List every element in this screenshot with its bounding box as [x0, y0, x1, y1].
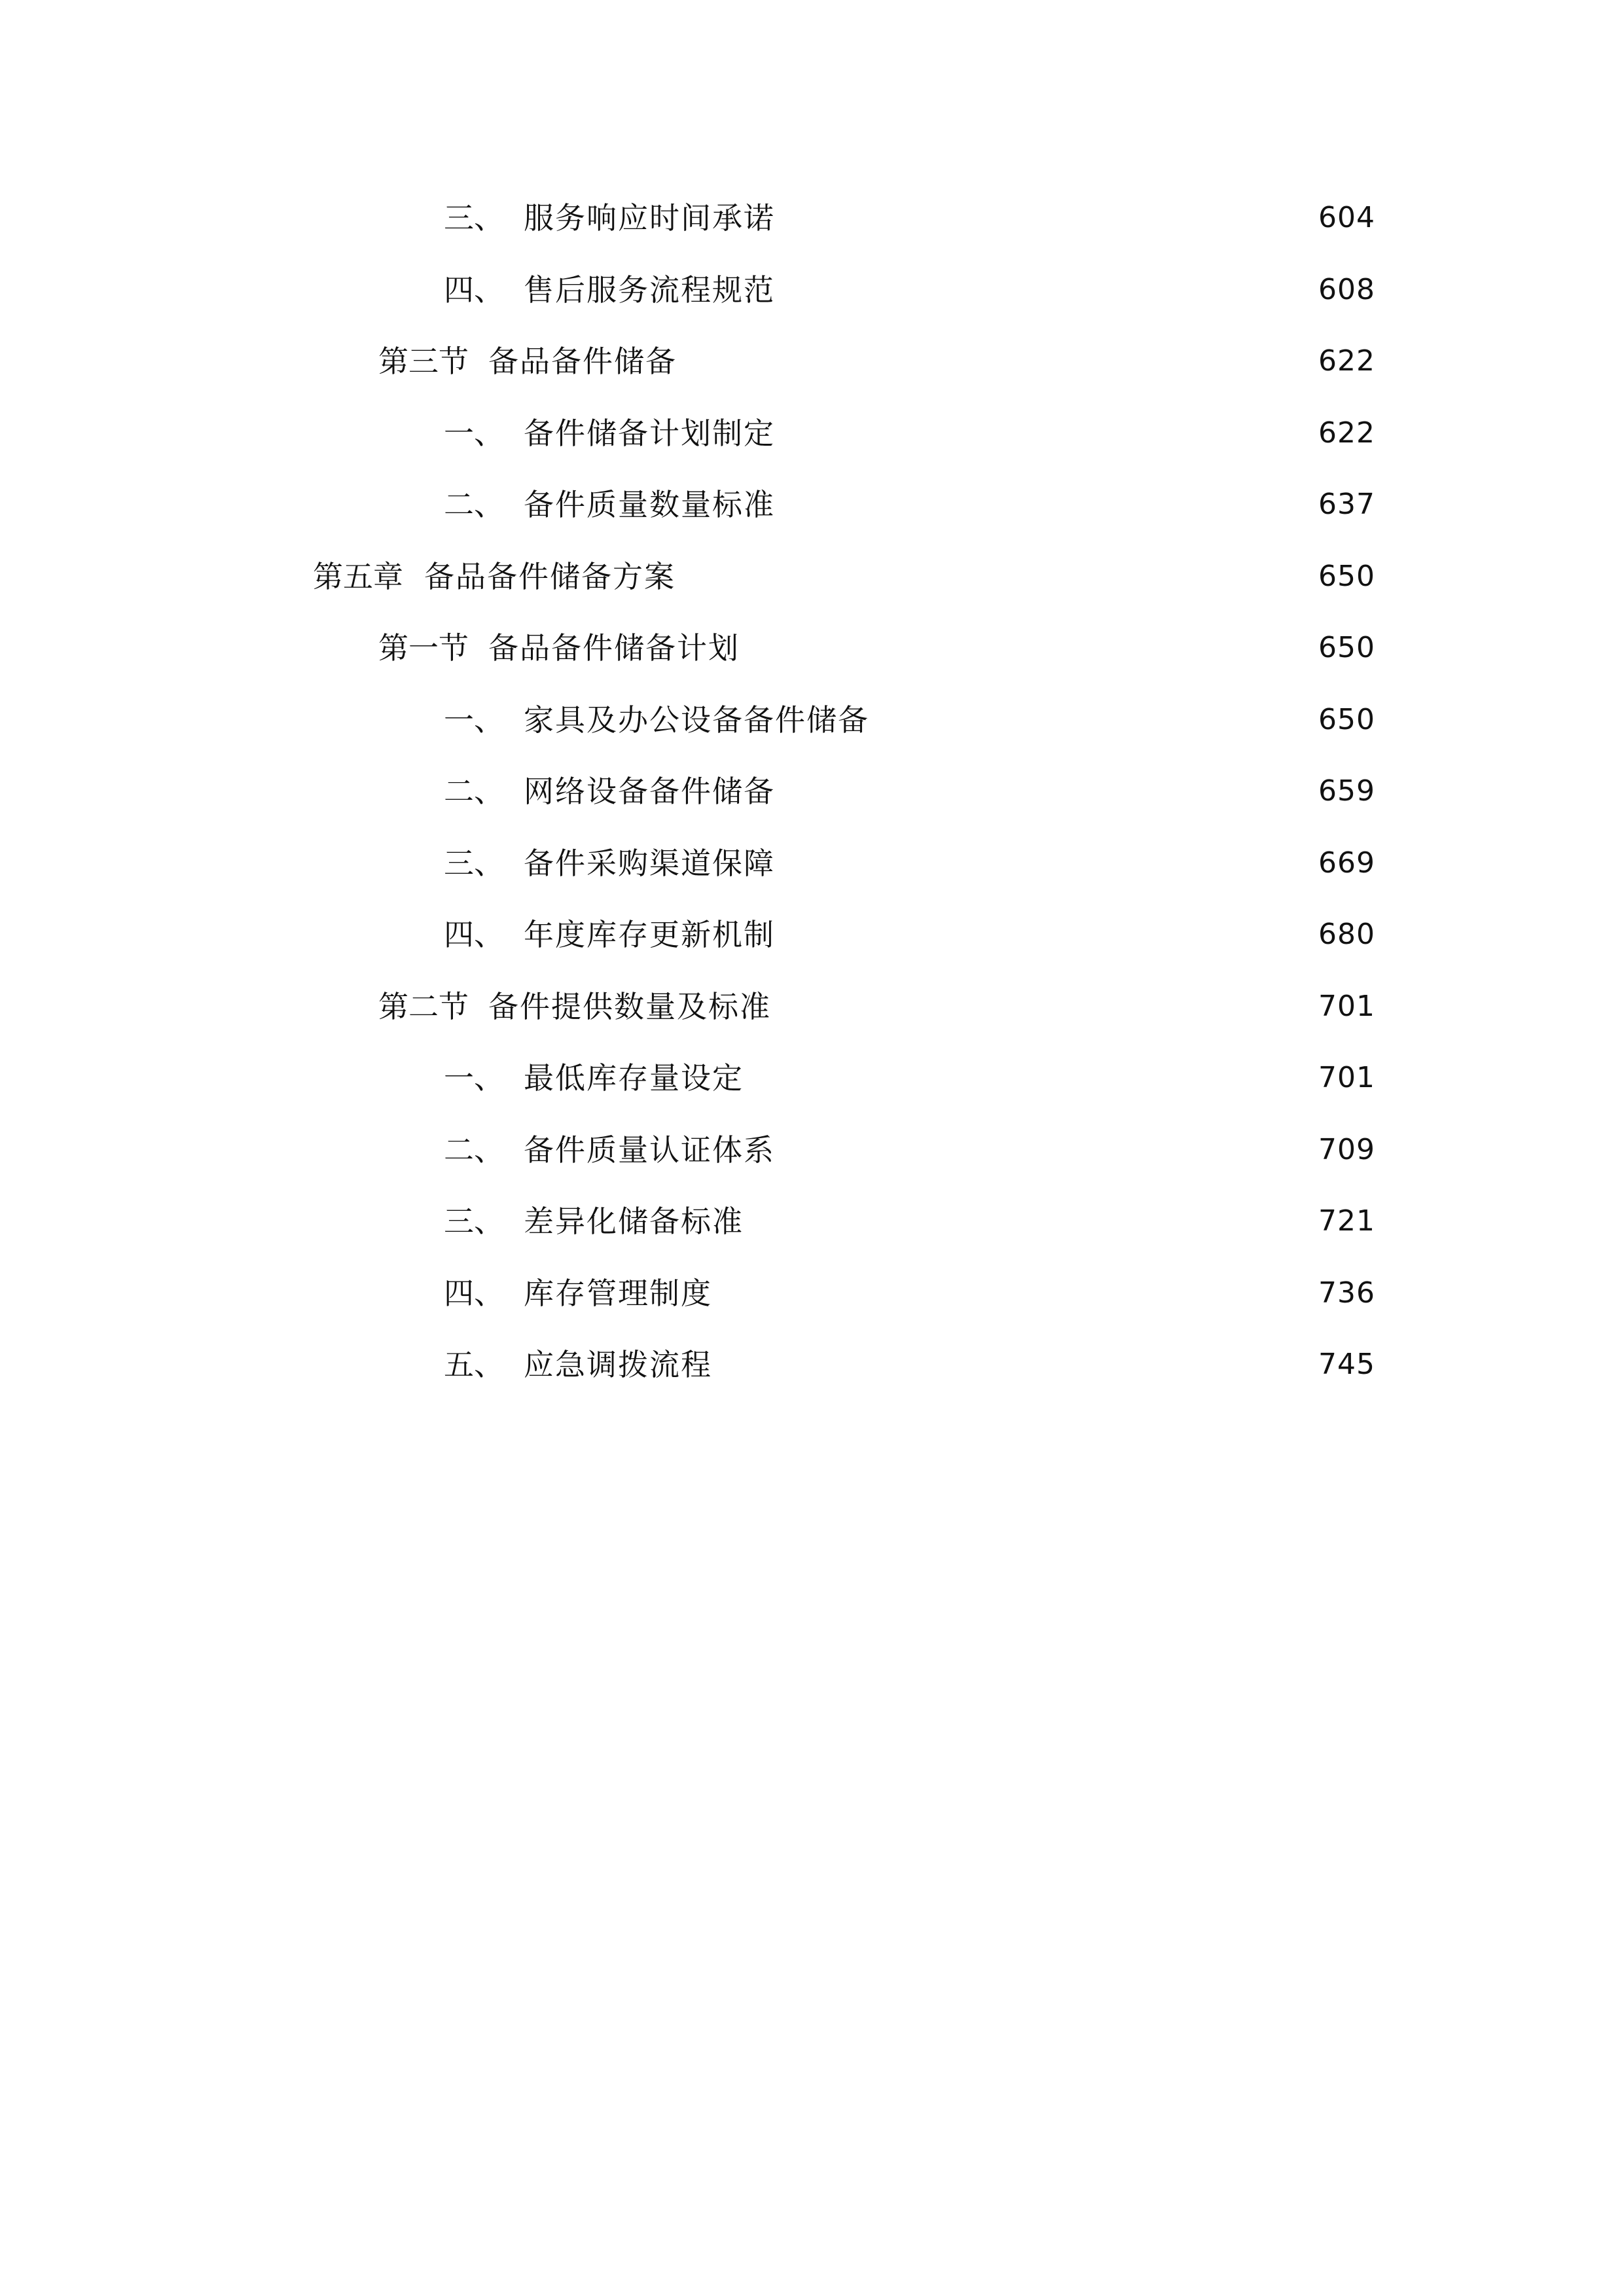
dot-leader [750, 1055, 1309, 1101]
toc-entry-number: 第三节 [378, 344, 469, 379]
toc-entry[interactable] [378, 984, 1375, 1030]
toc-entry-title: 备品备件储备方案 [424, 559, 676, 594]
toc-entry-page: 650 [1318, 703, 1375, 736]
toc-entry-number: 五、 [444, 1347, 504, 1382]
toc-entry[interactable] [444, 697, 1375, 743]
toc-entry-page: 721 [1318, 1204, 1375, 1238]
toc-entry-title: 备品备件储备计划 [488, 630, 740, 666]
dot-leader [719, 1342, 1309, 1388]
toc-entry[interactable] [444, 267, 1375, 313]
toc-entry[interactable] [444, 482, 1375, 528]
toc-entry[interactable] [444, 1055, 1375, 1101]
toc-entry-title: 服务响应时间承诺 [524, 200, 775, 236]
toc-entry-title: 备件储备计划制定 [524, 416, 775, 451]
toc-entry-number: 第一节 [378, 630, 469, 666]
toc-entry-page: 608 [1318, 273, 1375, 306]
toc-entry[interactable] [444, 1127, 1375, 1173]
toc-entry-page: 604 [1318, 201, 1375, 234]
toc-entry-page: 669 [1318, 846, 1375, 880]
toc-entry-number: 三、 [444, 200, 504, 236]
toc-entry[interactable] [444, 912, 1375, 958]
toc-entry-title: 备件提供数量及标准 [488, 989, 771, 1024]
toc-entry-number: 一、 [444, 1060, 504, 1096]
toc-entry-page: 736 [1318, 1276, 1375, 1310]
toc-entry-title: 年度库存更新机制 [524, 917, 775, 952]
dot-leader [876, 697, 1309, 743]
toc-entry-title: 差异化储备标准 [524, 1204, 744, 1239]
dot-leader [746, 625, 1309, 671]
toc-entry-number: 四、 [444, 917, 504, 952]
toc-entry[interactable] [444, 840, 1375, 886]
toc-entry-title: 家具及办公设备备件储备 [524, 702, 869, 738]
toc-entry-page: 622 [1318, 344, 1375, 378]
dot-leader [782, 267, 1309, 313]
toc-entry-page: 701 [1318, 1061, 1375, 1094]
toc-entry-page: 680 [1318, 918, 1375, 951]
dot-leader [778, 984, 1309, 1030]
toc-entry[interactable] [378, 625, 1375, 671]
toc-entry-page: 637 [1318, 488, 1375, 521]
toc-entry-title: 最低库存量设定 [524, 1060, 744, 1096]
toc-entry-number: 一、 [444, 702, 504, 738]
dot-leader [782, 840, 1309, 886]
toc-entry-title: 备件质量数量标准 [524, 487, 775, 522]
toc-entry-title: 备件采购渠道保障 [524, 846, 775, 881]
toc-entry-page: 650 [1318, 631, 1375, 664]
toc-entry[interactable] [378, 338, 1375, 384]
toc-entry-title: 备件质量认证体系 [524, 1132, 775, 1168]
toc-entry-number: 四、 [444, 272, 504, 308]
toc-entry-title: 售后服务流程规范 [524, 272, 775, 308]
toc-entry-number: 一、 [444, 416, 504, 451]
dot-leader [750, 1198, 1309, 1244]
toc-entry-number: 二、 [444, 774, 504, 809]
dot-leader [782, 912, 1309, 958]
dot-leader [782, 410, 1309, 456]
toc-entry[interactable] [444, 1270, 1375, 1316]
toc-entry-number: 三、 [444, 846, 504, 881]
toc-entry[interactable] [444, 195, 1375, 241]
dot-leader [683, 338, 1309, 384]
toc-entry-title: 备品备件储备 [488, 344, 677, 379]
dot-leader [719, 1270, 1309, 1316]
dot-leader [782, 482, 1309, 528]
toc-entry[interactable] [444, 1198, 1375, 1244]
toc-entry-page: 622 [1318, 416, 1375, 450]
toc-entry[interactable] [444, 1342, 1375, 1388]
toc-entry-number: 二、 [444, 1132, 504, 1168]
toc-entry-page: 650 [1318, 560, 1375, 593]
toc-entry-page: 745 [1318, 1348, 1375, 1381]
toc-entry[interactable] [313, 554, 1375, 600]
toc-entry-page: 659 [1318, 774, 1375, 808]
toc-entry-number: 二、 [444, 487, 504, 522]
toc-entry-title: 网络设备备件储备 [524, 774, 775, 809]
toc-entry-number: 第五章 [313, 559, 403, 594]
toc-entry-page: 709 [1318, 1133, 1375, 1166]
toc-entry-page: 701 [1318, 990, 1375, 1023]
dot-leader [682, 554, 1309, 600]
toc-entry[interactable] [444, 768, 1375, 814]
dot-leader [782, 1127, 1309, 1173]
toc-entry-number: 四、 [444, 1276, 504, 1311]
toc-entry-number: 第二节 [378, 989, 469, 1024]
toc-entry[interactable] [444, 410, 1375, 456]
toc-entry-number: 三、 [444, 1204, 504, 1239]
toc-entry-title: 应急调拨流程 [524, 1347, 712, 1382]
dot-leader [782, 768, 1309, 814]
toc-entry-title: 库存管理制度 [524, 1276, 712, 1311]
dot-leader [782, 195, 1309, 241]
